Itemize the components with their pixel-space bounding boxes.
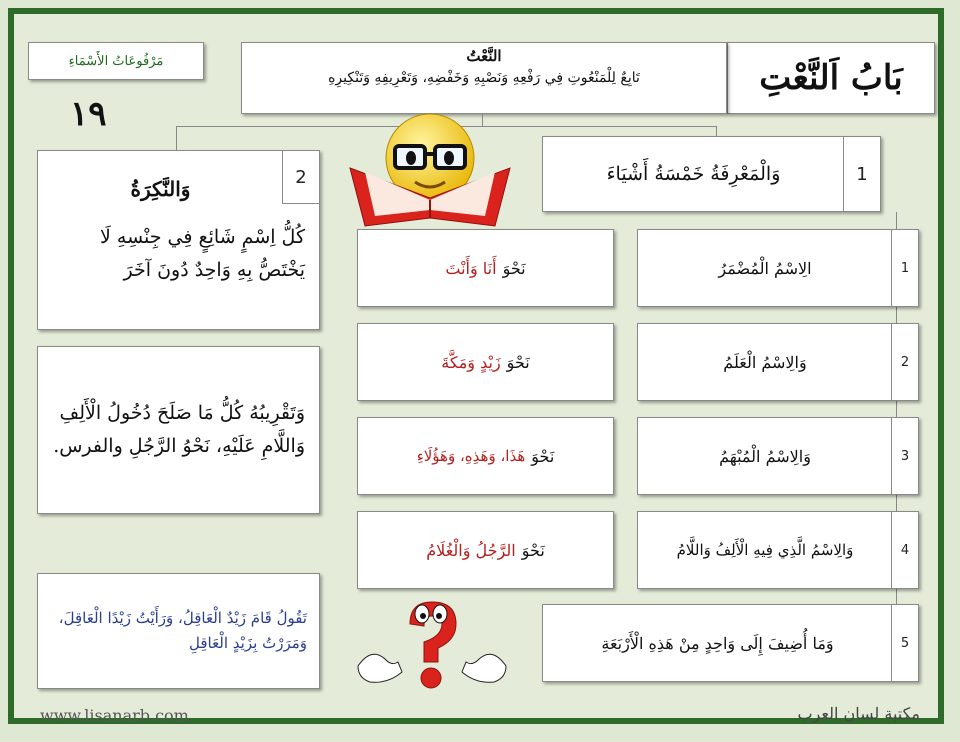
example-value: زَيْدٍ وَمَكَّةَ	[441, 352, 501, 372]
nakira-approximation-box	[37, 346, 320, 514]
reading-smiley-icon	[345, 108, 515, 228]
item-number: 5	[891, 605, 918, 681]
section-tag	[28, 42, 204, 80]
nakira-definition-text: كُلُّ اِسْمٍ شَائِعٍ فِي جِنْسِهِ لَا يَخْتَصُّ بِهِ وَاحِدٌ دُونَ آخَرَ	[100, 226, 305, 282]
nakira-example-box	[37, 573, 320, 689]
item-number: 1	[891, 230, 918, 306]
example-key: نَحْوَ	[521, 540, 545, 560]
item-label: وَمَا أُضِيفَ إِلَى وَاحِدٍ مِنْ هَذِهِ الْأَرْبَعَةِ	[601, 633, 834, 653]
item-label: وَالِاسْمُ الْمُبْهَمُ	[719, 446, 811, 466]
nakira-definition-box	[37, 150, 320, 330]
nakira-number: 2	[282, 151, 319, 204]
nakira-example-text: تَقُولُ قَامَ زَيْدٌ الْعَاقِلُ، وَرَأَيْتُ زَيْدًا الْعَاقِلَ، وَمَرَرْتُ بِزَيْدٍ الْعَاقِلِ	[58, 608, 307, 652]
marifa-item-1	[637, 229, 919, 307]
marifa-item-4	[637, 511, 919, 589]
marifa-title: وَالْمَعْرِفَةُ خَمْسَةُ أَشْيَاءَ	[606, 163, 781, 185]
marifa-heading-box	[542, 136, 881, 212]
chapter-title: بَابُ اَلنَّعْتِ	[759, 58, 903, 98]
example-key: نَحْوَ	[502, 258, 526, 278]
marifa-item-5	[542, 604, 919, 682]
marifa-item-2	[637, 323, 919, 401]
nakira-title: وَالنَّكِرَةُ	[130, 177, 191, 201]
item-number: 4	[891, 512, 918, 588]
marifa-item-3	[637, 417, 919, 495]
connector-line	[176, 126, 177, 152]
section-tag-text: مَرْفُوعَاتُ الأَسْمَاءِ	[68, 53, 164, 69]
marifa-example-1	[357, 229, 614, 307]
library-name: مكتبة لسان العرب	[797, 704, 920, 723]
item-number: 2	[891, 324, 918, 400]
item-label: وَالِاسْمُ الْعَلَمُ	[723, 352, 807, 372]
page-number: ١٩	[70, 94, 107, 134]
example-key: نَحْوَ	[531, 446, 555, 466]
item-label: الِاسْمُ الْمُضْمَرُ	[718, 258, 812, 278]
marifa-example-2	[357, 323, 614, 401]
item-number: 3	[891, 418, 918, 494]
question-mark-icon	[352, 596, 512, 700]
example-value: الرَّجُلُ وَالْغُلَامُ	[426, 540, 516, 560]
marifa-example-3	[357, 417, 614, 495]
marifa-number: 1	[843, 137, 880, 211]
definition-box	[241, 42, 727, 114]
definition-text: تَابِعٌ لِلْمَنْعُوتِ فِي رَفْعِهِ وَنَصْبِهِ وَخَفْضِهِ، وَتَعْرِيفِهِ وَتَنْكِيرِهِ	[328, 70, 640, 86]
nakira-approximation-text: وَتَقْرِيبُهُ كُلُّ مَا صَلَحَ دُخُولُ الْأَلِفِ وَاللَّامِ عَلَيْهِ، نَحْوُ الرَّجُلِ والفرس.	[53, 401, 305, 457]
definition-heading: النَّعْتُ	[466, 47, 502, 65]
marifa-example-4	[357, 511, 614, 589]
chapter-title-box	[727, 42, 935, 114]
example-value: هَذَا، وَهَذِهِ، وَهَؤُلَاءِ	[416, 447, 526, 465]
website-url: www.lisanarb.com	[40, 706, 189, 725]
example-value: أَنَا وَأَنْتَ	[445, 258, 497, 278]
example-key: نَحْوَ	[506, 352, 530, 372]
item-label: وَالِاسْمُ الَّذِي فِيهِ الْأَلِفُ وَاللَّامُ	[676, 541, 854, 559]
connector-line	[716, 126, 717, 136]
